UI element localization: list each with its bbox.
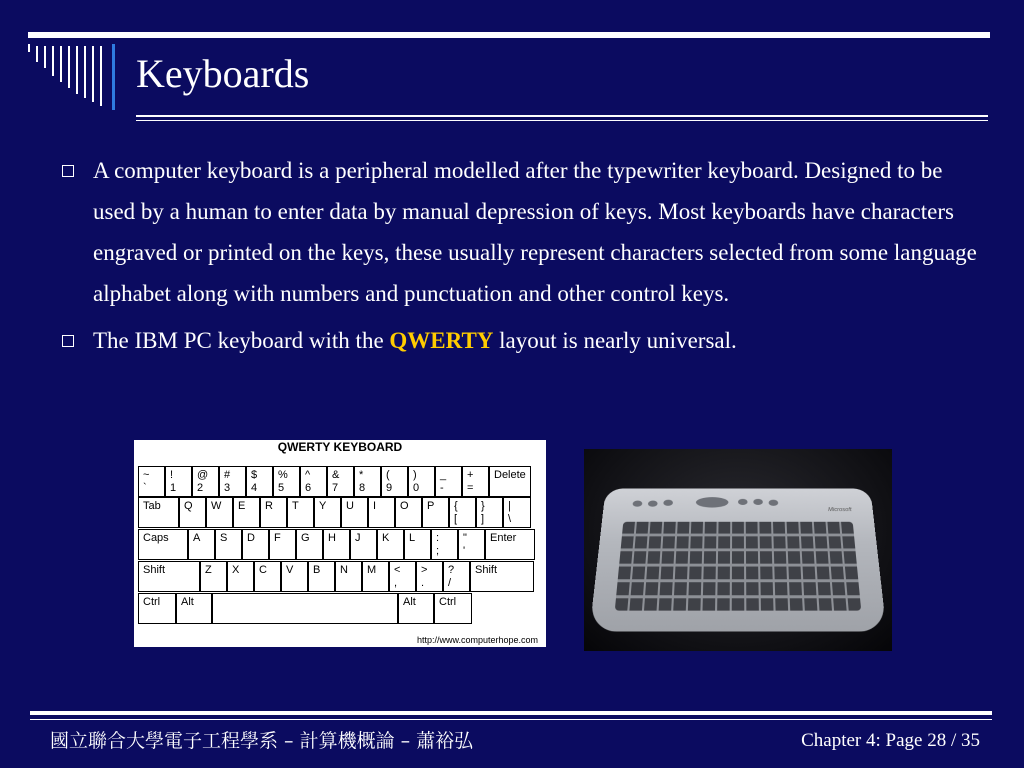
footer-rule-thin: [30, 719, 992, 720]
key-home-row: L: [404, 529, 431, 560]
key-top-row: Y: [314, 497, 341, 528]
keyboard-photo: [584, 449, 892, 651]
key-bottom-row: Shift: [138, 561, 200, 592]
title-decoration-bars: [26, 44, 122, 110]
keyboard-brand: Microsoft: [827, 507, 852, 513]
media-button-icon: [632, 501, 642, 507]
key-bottom-row: > .: [416, 561, 443, 592]
key-bottom-row: Shift: [470, 561, 534, 592]
key-home-row: F: [269, 529, 296, 560]
key-bottom-row: V: [281, 561, 308, 592]
key-modifier-row: Ctrl: [138, 593, 176, 624]
square-bullet-icon: [62, 165, 74, 177]
key-number-row: Delete: [489, 466, 531, 497]
bullet-list: [60, 150, 980, 361]
key-home-row: H: [323, 529, 350, 560]
keyboard-photo-body: [589, 489, 886, 632]
key-number-row: % 5: [273, 466, 300, 497]
key-top-row: U: [341, 497, 368, 528]
key-modifier-row: Alt: [176, 593, 212, 624]
key-bottom-row: C: [254, 561, 281, 592]
key-bottom-row: N: [335, 561, 362, 592]
qwerty-keyboard-diagram: [134, 440, 546, 647]
key-top-row: | \: [503, 497, 531, 528]
key-bottom-row: ? /: [443, 561, 470, 592]
bullet-text-end: layout is nearly universal.: [493, 328, 737, 353]
title-underline-thin: [136, 120, 988, 121]
qwerty-highlight: QWERTY: [389, 328, 494, 353]
key-home-row: " ': [458, 529, 485, 560]
key-top-row: I: [368, 497, 395, 528]
slide-title: Keyboards: [136, 51, 310, 96]
key-top-row: O: [395, 497, 422, 528]
key-number-row: @ 2: [192, 466, 219, 497]
key-home-row: G: [296, 529, 323, 560]
key-bottom-row: X: [227, 561, 254, 592]
key-home-row: Caps: [138, 529, 188, 560]
key-top-row: W: [206, 497, 233, 528]
footer-course: 國立聯合大學電子工程學系 – 計算機概論 – 蕭裕弘: [50, 730, 474, 752]
top-rule: [28, 32, 990, 38]
media-button-icon: [753, 499, 763, 505]
key-bottom-row: M: [362, 561, 389, 592]
key-number-row: & 7: [327, 466, 354, 497]
diagram-title: QWERTY KEYBOARD: [277, 440, 403, 454]
key-number-row: _ -: [435, 466, 462, 497]
keyboard-photo-key-gaps: [615, 522, 861, 611]
key-number-row: $ 4: [246, 466, 273, 497]
media-button-icon: [648, 501, 658, 507]
title-underline: [136, 115, 988, 117]
bullet-text: A computer keyboard is a peripheral modelled after the typewriter keyboard. Designed to be used by a human to enter data by manual depression of keys. Most keyboards have characters engraved or printed on the keys, these usually represent characters selected from some language alphabet along with numbers and punctuation and other control keys.: [93, 158, 977, 306]
media-button-icon: [663, 500, 673, 506]
key-top-row: T: [287, 497, 314, 528]
navigation-pad-icon: [696, 497, 729, 507]
key-modifier-row: [212, 593, 398, 624]
key-home-row: S: [215, 529, 242, 560]
key-home-row: A: [188, 529, 215, 560]
key-top-row: { [: [449, 497, 476, 528]
key-top-row: R: [260, 497, 287, 528]
media-button-icon: [738, 499, 748, 505]
key-number-row: ! 1: [165, 466, 192, 497]
key-modifier-row: Alt: [398, 593, 434, 624]
key-top-row: P: [422, 497, 449, 528]
key-number-row: ^ 6: [300, 466, 327, 497]
key-number-row: ~ `: [138, 466, 165, 497]
key-bottom-row: B: [308, 561, 335, 592]
key-number-row: ( 9: [381, 466, 408, 497]
bullet-item: [60, 320, 980, 361]
key-number-row: + =: [462, 466, 489, 497]
key-bottom-row: < ,: [389, 561, 416, 592]
key-top-row: Q: [179, 497, 206, 528]
bullet-text-start: The IBM PC keyboard with the: [93, 328, 390, 353]
key-top-row: } ]: [476, 497, 503, 528]
bullet-item: [60, 150, 980, 314]
key-bottom-row: Z: [200, 561, 227, 592]
footer-page-number: Chapter 4: Page 28 / 35: [801, 730, 980, 751]
key-home-row: D: [242, 529, 269, 560]
square-bullet-icon: [62, 335, 74, 347]
media-button-icon: [769, 500, 779, 506]
diagram-credit: http://www.computerhope.com: [416, 635, 538, 645]
key-number-row: # 3: [219, 466, 246, 497]
key-home-row: : ;: [431, 529, 458, 560]
key-home-row: K: [377, 529, 404, 560]
key-modifier-row: Ctrl: [434, 593, 472, 624]
key-home-row: J: [350, 529, 377, 560]
key-top-row: Tab: [138, 497, 179, 528]
key-number-row: * 8: [354, 466, 381, 497]
key-number-row: ) 0: [408, 466, 435, 497]
key-top-row: E: [233, 497, 260, 528]
footer-rule: [30, 711, 992, 715]
key-home-row: Enter: [485, 529, 535, 560]
